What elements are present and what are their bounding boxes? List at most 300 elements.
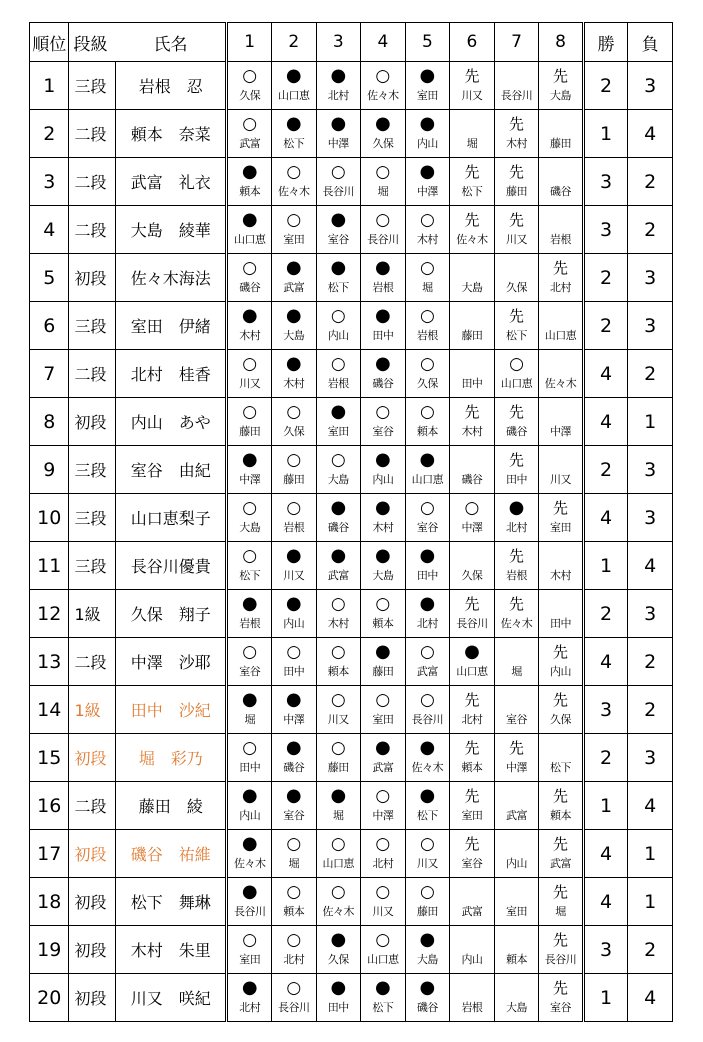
win-mark: ○ [286, 834, 302, 854]
opponent-name: 磯谷 [550, 185, 572, 198]
rank-cell: 1 [30, 62, 69, 110]
opponent-name: 久保 [416, 377, 438, 390]
opponent-name: 藤田 [372, 665, 394, 678]
dan-cell: 三段 [69, 446, 116, 494]
header-rank: 順位 [30, 23, 69, 62]
opponent-name: 木村 [416, 233, 438, 246]
sente-mark: 先 [508, 547, 524, 565]
name-cell: 久保 翔子 [116, 590, 227, 638]
name-cell: 北村 桂香 [116, 350, 227, 398]
opponent-name: 佐々木 [367, 89, 399, 102]
dan-cell: 二段 [69, 782, 116, 830]
loss-mark: ● [419, 113, 436, 134]
opponent-name: 内山 [283, 617, 305, 630]
wins-cell: 4 [583, 830, 628, 878]
header-round-1: 1 [227, 23, 272, 62]
game-cell-round-8 [539, 542, 584, 590]
opponent-name: 藤田 [416, 905, 438, 918]
game-cell-round-6 [450, 782, 495, 830]
loss-mark: ● [419, 449, 436, 470]
game-cell-round-3 [316, 350, 361, 398]
game-cell-round-8 [539, 926, 584, 974]
name-cell: 大島 綾華 [116, 206, 227, 254]
dan-cell: 二段 [69, 350, 116, 398]
losses-cell: 1 [628, 398, 673, 446]
opponent-name: 川又 [505, 233, 527, 246]
opponent-name: 田中 [283, 665, 305, 678]
header-round-6: 6 [450, 23, 495, 62]
game-cell-round-2 [271, 110, 316, 158]
win-mark: ○ [419, 498, 435, 518]
player-row [30, 926, 673, 974]
game-cell-round-4 [361, 974, 406, 1022]
empty-mark [539, 304, 582, 326]
loss-mark: ● [419, 737, 436, 758]
rank-cell: 13 [30, 638, 69, 686]
opponent-name: 堀 [333, 809, 344, 822]
game-cell-round-6 [450, 254, 495, 302]
game-cell-round-5 [405, 542, 450, 590]
dan-cell: 初段 [69, 878, 116, 926]
win-mark: ○ [330, 450, 346, 470]
sente-mark: 先 [464, 403, 480, 421]
win-mark: ○ [242, 354, 258, 374]
game-cell-round-7 [494, 542, 539, 590]
opponent-name: 大島 [416, 953, 438, 966]
empty-mark [539, 736, 582, 758]
loss-mark: ● [285, 113, 302, 134]
game-cell-round-1 [227, 686, 272, 734]
loss-mark: ● [330, 113, 347, 134]
rank-cell: 9 [30, 446, 69, 494]
opponent-name: 木村 [283, 377, 305, 390]
loss-mark: ● [330, 401, 347, 422]
sente-mark: 先 [464, 163, 480, 181]
win-mark: ○ [286, 642, 302, 662]
loss-mark: ● [374, 641, 391, 662]
opponent-name: 岩根 [239, 617, 261, 630]
opponent-name: 武富 [416, 665, 438, 678]
game-cell-round-8 [539, 974, 584, 1022]
loss-mark: ● [241, 785, 258, 806]
win-mark: ○ [419, 354, 435, 374]
game-cell-round-5 [405, 350, 450, 398]
opponent-name: 室谷 [327, 233, 349, 246]
game-cell-round-3 [316, 446, 361, 494]
rank-cell: 11 [30, 542, 69, 590]
loss-mark: ● [330, 497, 347, 518]
game-cell-round-1 [227, 974, 272, 1022]
opponent-name: 室谷 [461, 857, 483, 870]
dan-cell: 初段 [69, 254, 116, 302]
win-mark: ○ [375, 402, 391, 422]
game-cell-round-3 [316, 542, 361, 590]
opponent-name: 山口恵 [500, 377, 533, 390]
wins-cell: 4 [583, 494, 628, 542]
losses-cell: 3 [628, 302, 673, 350]
game-cell-round-3 [316, 734, 361, 782]
game-cell-round-8 [539, 62, 584, 110]
game-cell-round-8 [539, 878, 584, 926]
wins-cell: 2 [583, 302, 628, 350]
win-mark: ○ [242, 66, 258, 86]
game-cell-round-1 [227, 62, 272, 110]
opponent-name: 北村 [505, 521, 527, 534]
dan-cell: 二段 [69, 206, 116, 254]
loss-mark: ● [285, 545, 302, 566]
empty-mark [539, 160, 582, 182]
header-round-5: 5 [405, 23, 450, 62]
game-cell-round-3 [316, 158, 361, 206]
losses-cell: 1 [628, 878, 673, 926]
losses-cell: 3 [628, 590, 673, 638]
wins-cell: 4 [583, 878, 628, 926]
opponent-name: 磯谷 [416, 1001, 438, 1014]
sente-mark: 先 [464, 739, 480, 757]
win-mark: ○ [242, 930, 258, 950]
loss-mark: ● [330, 545, 347, 566]
sente-mark: 先 [508, 739, 524, 757]
game-cell-round-6 [450, 398, 495, 446]
header-round-7: 7 [494, 23, 539, 62]
opponent-name: 松下 [461, 185, 483, 198]
opponent-name: 室谷 [283, 809, 305, 822]
game-cell-round-7 [494, 110, 539, 158]
game-cell-round-3 [316, 302, 361, 350]
opponent-name: 田中 [327, 1001, 349, 1014]
opponent-name: 内山 [327, 329, 349, 342]
game-cell-round-7 [494, 638, 539, 686]
opponent-name: 田中 [239, 761, 261, 774]
wins-cell: 2 [583, 62, 628, 110]
opponent-name: 田中 [372, 329, 394, 342]
opponent-name: 中澤 [505, 761, 527, 774]
game-cell-round-4 [361, 926, 406, 974]
rank-cell: 19 [30, 926, 69, 974]
game-cell-round-8 [539, 830, 584, 878]
loss-mark: ● [374, 545, 391, 566]
loss-mark: ● [285, 257, 302, 278]
opponent-name: 中澤 [461, 521, 483, 534]
opponent-name: 磯谷 [327, 521, 349, 534]
game-cell-round-1 [227, 398, 272, 446]
game-cell-round-5 [405, 926, 450, 974]
losses-cell: 4 [628, 974, 673, 1022]
wins-cell: 4 [583, 398, 628, 446]
opponent-name: 川又 [327, 713, 349, 726]
results-table [29, 22, 673, 1022]
dan-cell: 初段 [69, 926, 116, 974]
game-cell-round-2 [271, 542, 316, 590]
game-cell-round-7 [494, 494, 539, 542]
rank-cell: 3 [30, 158, 69, 206]
game-cell-round-1 [227, 734, 272, 782]
sente-mark: 先 [553, 835, 569, 853]
game-cell-round-5 [405, 830, 450, 878]
game-cell-round-5 [405, 638, 450, 686]
game-cell-round-2 [271, 878, 316, 926]
game-cell-round-5 [405, 734, 450, 782]
game-cell-round-6 [450, 446, 495, 494]
opponent-name: 室田 [372, 713, 394, 726]
loss-mark: ● [330, 929, 347, 950]
empty-mark [495, 784, 539, 806]
opponent-name: 川又 [416, 857, 438, 870]
sente-mark: 先 [508, 163, 524, 181]
game-cell-round-4 [361, 206, 406, 254]
empty-mark [495, 928, 539, 950]
loss-mark: ● [330, 209, 347, 230]
sente-mark: 先 [553, 643, 569, 661]
opponent-name: 松下 [550, 761, 572, 774]
name-cell: 佐々木海法 [116, 254, 227, 302]
game-cell-round-8 [539, 446, 584, 494]
losses-cell: 4 [628, 782, 673, 830]
game-cell-round-5 [405, 110, 450, 158]
game-cell-round-7 [494, 398, 539, 446]
name-cell: 室谷 由紀 [116, 446, 227, 494]
opponent-name: 岩根 [283, 521, 305, 534]
loss-mark: ● [374, 737, 391, 758]
player-row [30, 398, 673, 446]
loss-mark: ● [330, 257, 347, 278]
game-cell-round-7 [494, 782, 539, 830]
empty-mark [495, 688, 539, 710]
opponent-name: 川又 [372, 905, 394, 918]
wins-cell: 1 [583, 110, 628, 158]
win-mark: ○ [464, 498, 480, 518]
game-cell-round-1 [227, 782, 272, 830]
opponent-name: 頼本 [327, 665, 349, 678]
opponent-name: 岩根 [505, 569, 527, 582]
losses-cell: 2 [628, 638, 673, 686]
player-row [30, 158, 673, 206]
player-row [30, 974, 673, 1022]
game-cell-round-6 [450, 638, 495, 686]
opponent-name: 北村 [327, 89, 349, 102]
header-round-2: 2 [271, 23, 316, 62]
game-cell-round-5 [405, 782, 450, 830]
game-cell-round-5 [405, 494, 450, 542]
game-cell-round-7 [494, 590, 539, 638]
game-cell-round-1 [227, 830, 272, 878]
game-cell-round-2 [271, 62, 316, 110]
loss-mark: ● [285, 785, 302, 806]
player-row [30, 110, 673, 158]
opponent-name: 川又 [239, 377, 261, 390]
game-cell-round-4 [361, 398, 406, 446]
empty-mark [450, 928, 494, 950]
rank-cell: 15 [30, 734, 69, 782]
dan-cell: 三段 [69, 542, 116, 590]
loss-mark: ● [241, 593, 258, 614]
header-row [30, 23, 673, 62]
wins-cell: 4 [583, 350, 628, 398]
win-mark: ○ [286, 882, 302, 902]
loss-mark: ● [285, 737, 302, 758]
rank-cell: 4 [30, 206, 69, 254]
opponent-name: 北村 [461, 713, 483, 726]
win-mark: ○ [242, 498, 258, 518]
win-mark: ○ [330, 306, 346, 326]
loss-mark: ● [419, 929, 436, 950]
opponent-name: 大島 [327, 473, 349, 486]
game-cell-round-2 [271, 782, 316, 830]
opponent-name: 木村 [550, 569, 572, 582]
game-cell-round-4 [361, 878, 406, 926]
win-mark: ○ [330, 738, 346, 758]
player-row [30, 494, 673, 542]
name-cell: 木村 朱里 [116, 926, 227, 974]
loss-mark: ● [374, 353, 391, 374]
loss-mark: ● [241, 449, 258, 470]
win-mark: ○ [242, 546, 258, 566]
opponent-name: 大島 [372, 569, 394, 582]
opponent-name: 堀 [466, 137, 478, 150]
win-mark: ○ [375, 210, 391, 230]
game-cell-round-5 [405, 302, 450, 350]
game-cell-round-3 [316, 254, 361, 302]
game-cell-round-1 [227, 446, 272, 494]
player-row [30, 734, 673, 782]
opponent-name: 田中 [461, 377, 483, 390]
name-cell: 頼本 奈菜 [116, 110, 227, 158]
opponent-name: 松下 [239, 569, 261, 582]
win-mark: ○ [330, 642, 346, 662]
loss-mark: ● [508, 497, 525, 518]
wins-cell: 2 [583, 590, 628, 638]
game-cell-round-4 [361, 494, 406, 542]
losses-cell: 3 [628, 62, 673, 110]
game-cell-round-4 [361, 158, 406, 206]
empty-mark [539, 352, 582, 374]
dan-cell: 二段 [69, 110, 116, 158]
win-mark: ○ [286, 498, 302, 518]
game-cell-round-1 [227, 350, 272, 398]
opponent-name: 頼本 [239, 185, 261, 198]
opponent-name: 室谷 [416, 521, 438, 534]
game-cell-round-5 [405, 62, 450, 110]
game-cell-round-3 [316, 398, 361, 446]
rank-cell: 7 [30, 350, 69, 398]
opponent-name: 堀 [511, 665, 522, 678]
win-mark: ○ [286, 978, 302, 998]
win-mark: ○ [419, 642, 435, 662]
win-mark: ○ [330, 834, 346, 854]
loss-mark: ● [330, 65, 347, 86]
rank-cell: 2 [30, 110, 69, 158]
opponent-name: 山口恵 [367, 953, 399, 966]
sente-mark: 先 [508, 307, 524, 325]
game-cell-round-6 [450, 686, 495, 734]
opponent-name: 田中 [550, 617, 572, 630]
game-cell-round-3 [316, 926, 361, 974]
name-cell: 山口恵梨子 [116, 494, 227, 542]
sente-mark: 先 [508, 403, 524, 421]
game-cell-round-2 [271, 206, 316, 254]
win-mark: ○ [419, 210, 435, 230]
game-cell-round-7 [494, 974, 539, 1022]
game-cell-round-2 [271, 254, 316, 302]
wins-cell: 1 [583, 542, 628, 590]
player-row [30, 302, 673, 350]
dan-cell: 初段 [69, 974, 116, 1022]
empty-mark [450, 352, 494, 374]
wins-cell: 2 [583, 254, 628, 302]
empty-mark [539, 448, 582, 470]
empty-mark [450, 544, 494, 566]
sente-mark: 先 [553, 259, 569, 277]
opponent-name: 頼本 [461, 761, 483, 774]
opponent-name: 久保 [283, 425, 305, 438]
win-mark: ○ [286, 450, 302, 470]
opponent-name: 内山 [505, 857, 527, 870]
game-cell-round-1 [227, 206, 272, 254]
opponent-name: 松下 [327, 281, 349, 294]
loss-mark: ● [241, 689, 258, 710]
game-cell-round-5 [405, 254, 450, 302]
opponent-name: 松下 [505, 329, 527, 342]
header-round-4: 4 [361, 23, 406, 62]
game-cell-round-3 [316, 494, 361, 542]
opponent-name: 室田 [283, 233, 305, 246]
loss-mark: ● [419, 593, 436, 614]
name-cell: 川又 咲紀 [116, 974, 227, 1022]
empty-mark [450, 256, 494, 278]
game-cell-round-1 [227, 926, 272, 974]
game-cell-round-2 [271, 830, 316, 878]
empty-mark [495, 880, 539, 902]
name-cell: 田中 沙紀 [116, 686, 227, 734]
game-cell-round-6 [450, 830, 495, 878]
loss-mark: ● [374, 113, 391, 134]
game-cell-round-8 [539, 638, 584, 686]
game-cell-round-6 [450, 926, 495, 974]
opponent-name: 大島 [461, 281, 483, 294]
opponent-name: 長谷川 [411, 713, 444, 726]
sente-mark: 先 [553, 67, 569, 85]
win-mark: ○ [419, 882, 435, 902]
game-cell-round-2 [271, 158, 316, 206]
opponent-name: 岩根 [372, 281, 394, 294]
rank-cell: 6 [30, 302, 69, 350]
opponent-name: 北村 [283, 953, 305, 966]
opponent-name: 藤田 [505, 185, 527, 198]
win-mark: ○ [286, 162, 302, 182]
game-cell-round-7 [494, 254, 539, 302]
game-cell-round-1 [227, 878, 272, 926]
player-row [30, 590, 673, 638]
loss-mark: ● [241, 881, 258, 902]
opponent-name: 室田 [461, 809, 483, 822]
opponent-name: 田中 [505, 473, 527, 486]
losses-cell: 4 [628, 110, 673, 158]
win-mark: ○ [330, 882, 346, 902]
rank-cell: 17 [30, 830, 69, 878]
opponent-name: 室田 [505, 905, 527, 918]
name-cell: 岩根 忍 [116, 62, 227, 110]
loss-mark: ● [241, 209, 258, 230]
sente-mark: 先 [508, 115, 524, 133]
game-cell-round-4 [361, 542, 406, 590]
loss-mark: ● [241, 161, 258, 182]
loss-mark: ● [374, 257, 391, 278]
opponent-name: 藤田 [550, 137, 572, 150]
opponent-name: 頼本 [283, 905, 305, 918]
losses-cell: 2 [628, 926, 673, 974]
game-cell-round-8 [539, 206, 584, 254]
win-mark: ○ [242, 258, 258, 278]
